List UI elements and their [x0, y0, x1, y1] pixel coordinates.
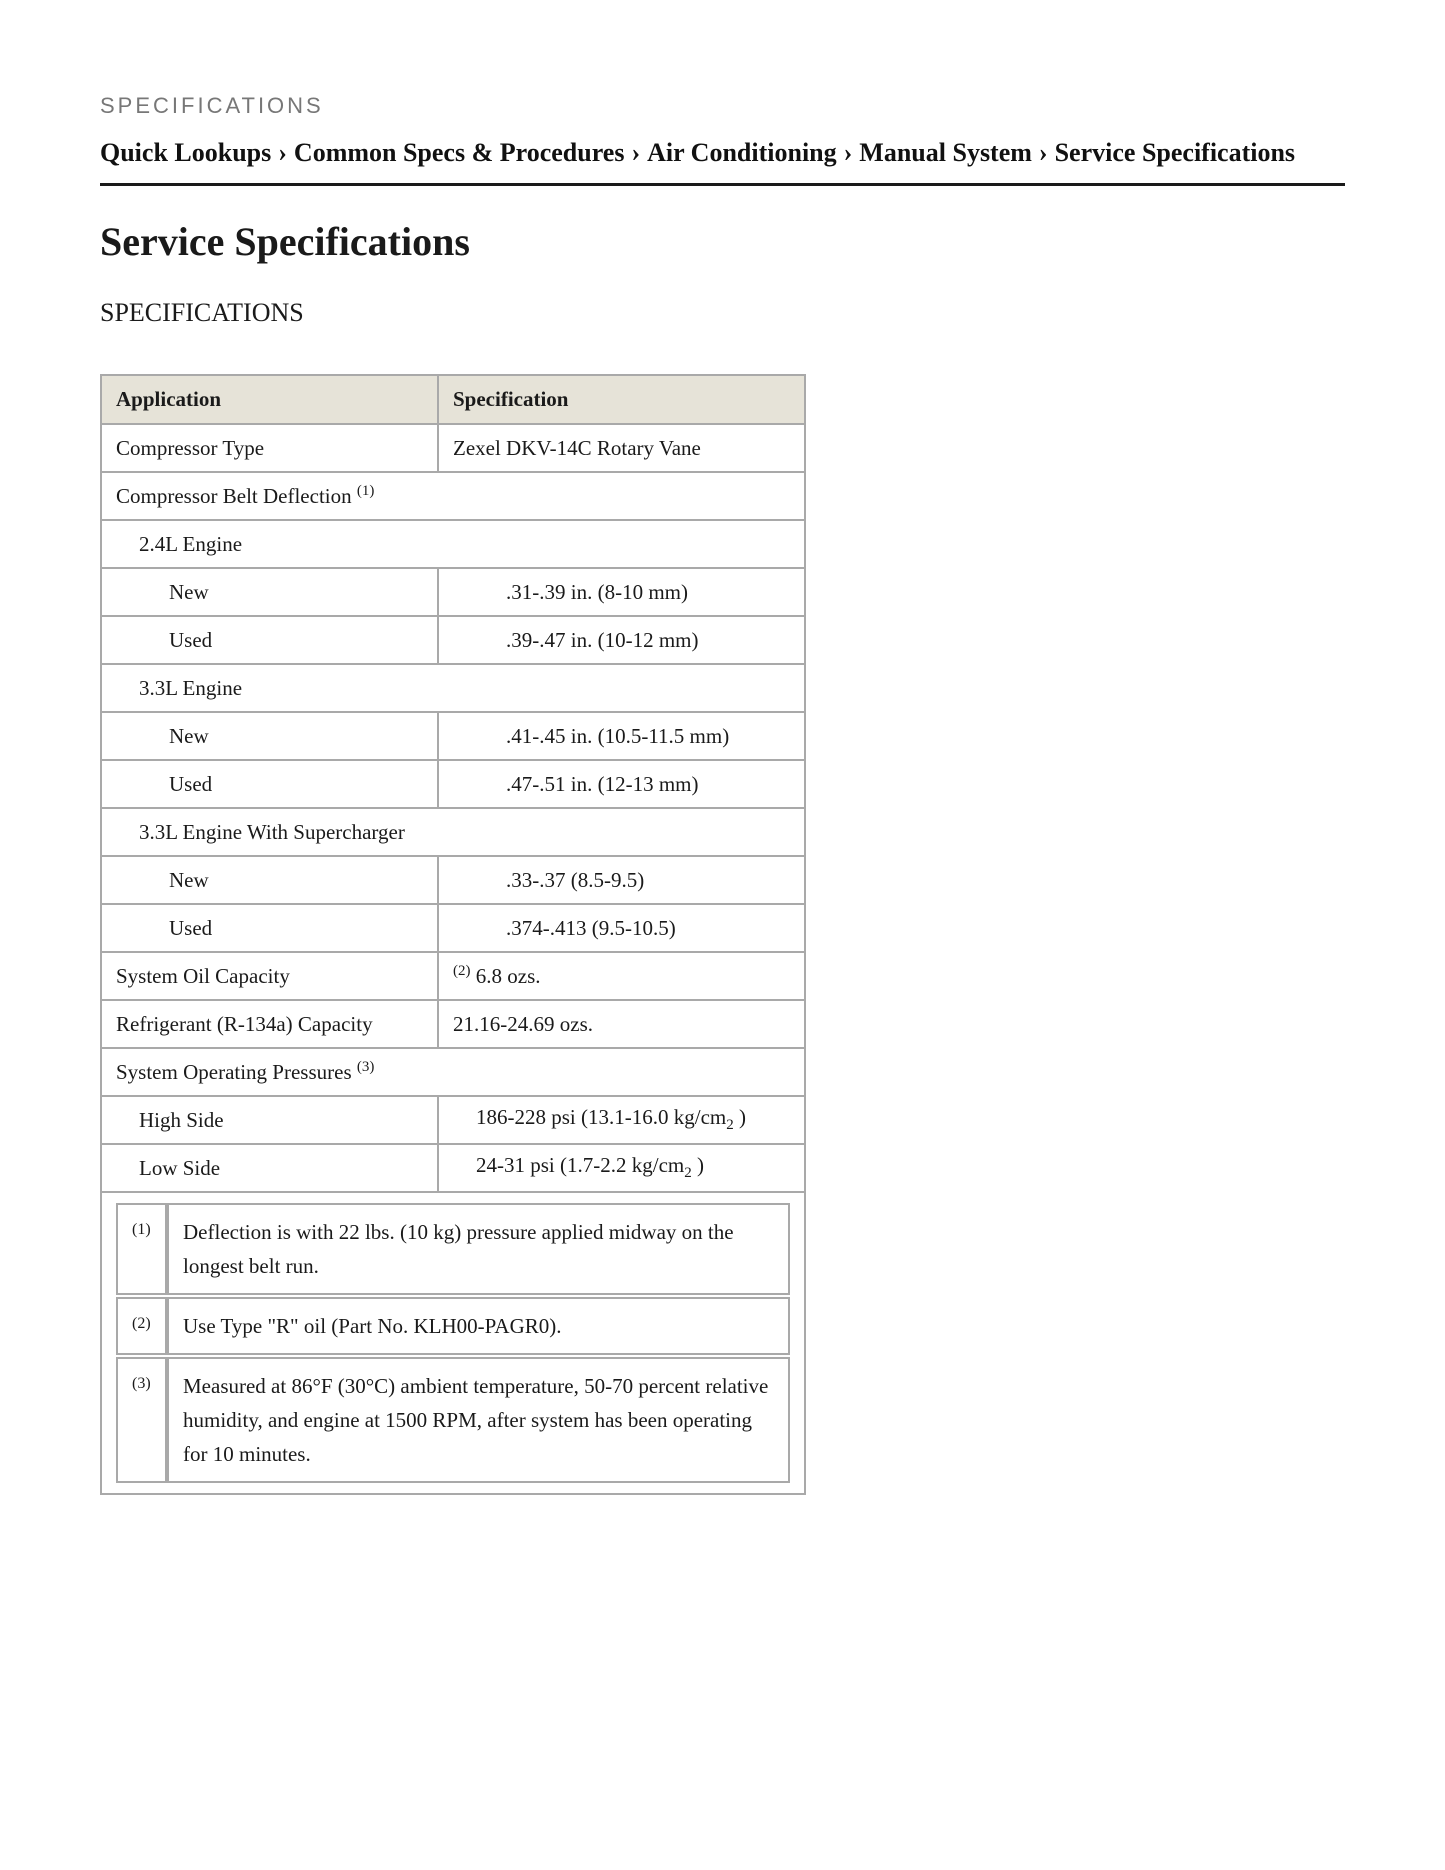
breadcrumb-separator: › — [278, 138, 287, 167]
row-label: High Side — [101, 1096, 438, 1144]
row-value: .47-.51 in. (12-13 mm) — [438, 760, 805, 808]
row-value-text: 186-228 psi (13.1-16.0 kg/cm — [476, 1105, 727, 1130]
row-value: .39-.47 in. (10-12 mm) — [438, 616, 805, 664]
footnote-text: Deflection is with 22 lbs. (10 kg) pressure applied midway on the longest belt run. — [167, 1203, 790, 1295]
breadcrumb-separator: › — [1038, 138, 1048, 167]
section-heading: SPECIFICATIONS — [100, 298, 304, 327]
footnote-text: Use Type "R" oil (Part No. KLH00-PAGR0). — [167, 1297, 790, 1355]
specifications-table — [100, 374, 806, 1495]
breadcrumb-service-specifications[interactable]: Service Specifications — [1054, 138, 1296, 167]
footnote — [116, 1203, 790, 1295]
table-row — [101, 904, 805, 952]
table-group-row — [101, 1048, 805, 1096]
row-label-text: System Operating Pressures — [116, 1060, 352, 1084]
table-row — [101, 616, 805, 664]
unit-subscript: 2 — [726, 1117, 734, 1134]
unit-subscript: 2 — [684, 1165, 692, 1182]
table-row — [101, 952, 805, 1000]
row-value-text: 24-31 psi (1.7-2.2 kg/cm — [476, 1153, 685, 1178]
row-value: .41-.45 in. (10.5-11.5 mm) — [438, 712, 805, 760]
breadcrumb-quick-lookups[interactable]: Quick Lookups — [100, 138, 272, 167]
footnote-ref: (3) — [356, 1059, 375, 1075]
group-label — [101, 1048, 805, 1096]
footnotes-table — [116, 1201, 790, 1485]
row-label: Compressor Type — [101, 424, 438, 472]
subgroup-label: 2.4L Engine — [101, 520, 805, 568]
breadcrumb-separator: › — [843, 138, 853, 167]
row-label: Refrigerant (R-134a) Capacity — [101, 1000, 438, 1048]
row-value: .33-.37 (8.5-9.5) — [438, 856, 805, 904]
row-label: New — [101, 856, 438, 904]
row-label: Used — [101, 904, 438, 952]
footnotes-row — [101, 1192, 805, 1494]
footnote-mark: (2) — [116, 1297, 167, 1355]
footnote-mark: (1) — [116, 1203, 167, 1295]
table-subgroup-row — [101, 808, 805, 856]
table-row — [101, 424, 805, 472]
footnote — [116, 1297, 790, 1355]
subgroup-label: 3.3L Engine — [101, 664, 805, 712]
document-page — [100, 92, 1345, 1495]
row-label: Low Side — [101, 1144, 438, 1192]
breadcrumb-separator: › — [631, 138, 641, 167]
footnote-text: Measured at 86°F (30°C) ambient temperature, 50-70 percent relative humidity, and engine at 1500 RPM, after system has been operating for 10 minutes. — [167, 1357, 790, 1483]
row-label: New — [101, 712, 438, 760]
footnote-ref: (2) — [453, 963, 471, 979]
row-label: Used — [101, 760, 438, 808]
row-value — [438, 952, 805, 1000]
section-kicker: SPECIFICATIONS — [100, 93, 324, 118]
row-value: .31-.39 in. (8-10 mm) — [438, 568, 805, 616]
table-row — [101, 1096, 805, 1144]
row-value: 21.16-24.69 ozs. — [438, 1000, 805, 1048]
table-group-row — [101, 472, 805, 520]
row-value — [438, 1144, 805, 1192]
column-header-specification: Specification — [438, 375, 805, 424]
breadcrumb — [100, 136, 1345, 170]
breadcrumb-common-specs[interactable]: Common Specs & Procedures — [293, 138, 625, 167]
table-subgroup-row — [101, 520, 805, 568]
table-row — [101, 1000, 805, 1048]
table-subgroup-row — [101, 664, 805, 712]
row-value-close: ) — [733, 1105, 746, 1130]
column-header-application: Application — [101, 375, 438, 424]
row-value: .374-.413 (9.5-10.5) — [438, 904, 805, 952]
row-label: New — [101, 568, 438, 616]
row-label: System Oil Capacity — [101, 952, 438, 1000]
footnotes-container — [101, 1192, 805, 1494]
row-value-text: 6.8 ozs. — [475, 964, 541, 988]
page-title: Service Specifications — [100, 219, 470, 264]
breadcrumb-manual-system[interactable]: Manual System — [859, 138, 1032, 167]
group-label — [101, 472, 805, 520]
footnote-ref: (1) — [356, 483, 375, 499]
table-row — [101, 1144, 805, 1192]
table-header-row — [101, 375, 805, 424]
header-divider — [100, 183, 1345, 186]
table-row — [101, 856, 805, 904]
table-row — [101, 712, 805, 760]
table-row — [101, 760, 805, 808]
row-value: Zexel DKV-14C Rotary Vane — [438, 424, 805, 472]
row-label-text: Compressor Belt Deflection — [116, 484, 352, 508]
footnote-mark: (3) — [116, 1357, 167, 1483]
subgroup-label: 3.3L Engine With Supercharger — [101, 808, 805, 856]
breadcrumb-air-conditioning[interactable]: Air Conditioning — [647, 138, 837, 167]
row-value — [438, 1096, 805, 1144]
row-value-close: ) — [691, 1153, 704, 1178]
table-row — [101, 568, 805, 616]
footnote — [116, 1357, 790, 1483]
row-label: Used — [101, 616, 438, 664]
